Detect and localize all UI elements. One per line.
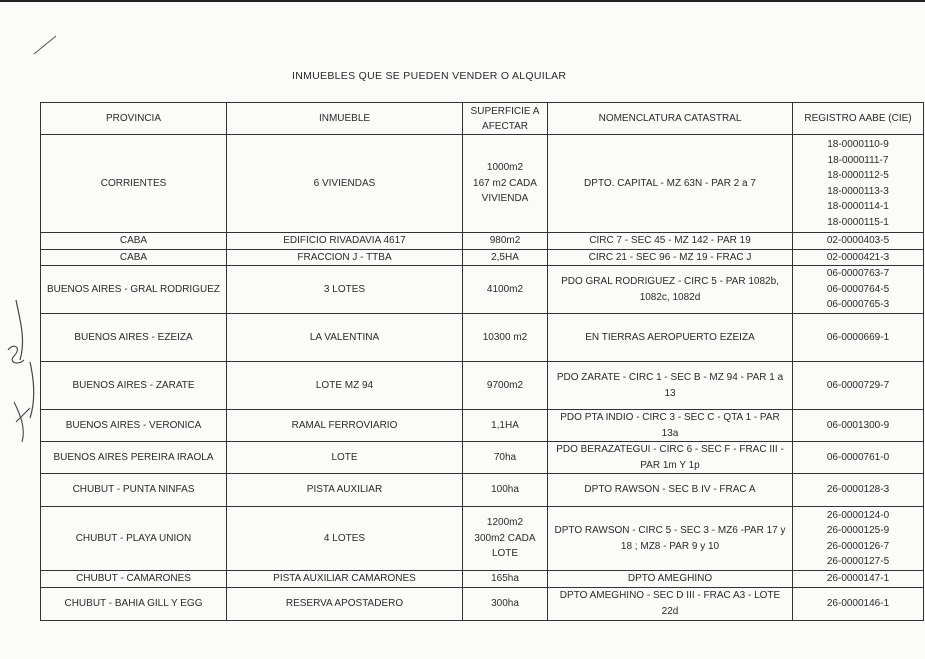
table-row bbox=[41, 249, 924, 266]
cell-provincia: CABA bbox=[41, 249, 227, 266]
cell-nomenclatura: PDO ZARATE - CIRC 1 - SEC B - MZ 94 - PAR 1 a 13 bbox=[548, 362, 793, 410]
cell-inmueble: EDIFICIO RIVADAVIA 4617 bbox=[227, 233, 463, 250]
cell-registro: 26-0000147-1 bbox=[793, 571, 924, 588]
cell-nomenclatura: DPTO RAWSON - CIRC 5 - SEC 3 - MZ6 -PAR 17 y 18 ; MZ8 - PAR 9 y 10 bbox=[548, 507, 793, 571]
cell-superficie: 9700m2 bbox=[463, 362, 548, 410]
properties-table bbox=[40, 102, 924, 621]
scan-top-edge bbox=[0, 0, 925, 2]
cell-inmueble: 4 LOTES bbox=[227, 507, 463, 571]
cell-inmueble: RESERVA APOSTADERO bbox=[227, 587, 463, 620]
cell-superficie: 4100m2 bbox=[463, 266, 548, 314]
cell-superficie: 2,5HA bbox=[463, 249, 548, 266]
handwritten-margin-mark bbox=[0, 290, 42, 460]
cell-registro: 06-0000761-0 bbox=[793, 442, 924, 474]
cell-nomenclatura: EN TIERRAS AEROPUERTO EZEIZA bbox=[548, 314, 793, 362]
table-row bbox=[41, 587, 924, 620]
document-title: INMUEBLES QUE SE PUEDEN VENDER O ALQUILAR bbox=[292, 70, 567, 82]
cell-nomenclatura: CIRC 21 - SEC 96 - MZ 19 - FRAC J bbox=[548, 249, 793, 266]
cell-superficie: 1200m2 300m2 CADA LOTE bbox=[463, 507, 548, 571]
header-registro: REGISTRO AABE (CIE) bbox=[793, 103, 924, 135]
cell-superficie: 70ha bbox=[463, 442, 548, 474]
cell-registro: 02-0000403-5 bbox=[793, 233, 924, 250]
table-header-row bbox=[41, 103, 924, 135]
cell-provincia: CABA bbox=[41, 233, 227, 250]
cell-inmueble: RAMAL FERROVIARIO bbox=[227, 410, 463, 442]
table-row bbox=[41, 571, 924, 588]
cell-registro: 06-0000763-7 06-0000764-5 06-0000765-3 bbox=[793, 266, 924, 314]
cell-nomenclatura: PDO BERAZATEGUI - CIRC 6 - SEC F - FRAC III - PAR 1m Y 1p bbox=[548, 442, 793, 474]
cell-nomenclatura: DPTO. CAPITAL - MZ 63N - PAR 2 a 7 bbox=[548, 135, 793, 233]
cell-nomenclatura: PDO PTA INDIO - CIRC 3 - SEC C - QTA 1 - PAR 13a bbox=[548, 410, 793, 442]
cell-registro: 02-0000421-3 bbox=[793, 249, 924, 266]
table-row bbox=[41, 410, 924, 442]
cell-registro: 06-0001300-9 bbox=[793, 410, 924, 442]
cell-inmueble: FRACCION J - TTBA bbox=[227, 249, 463, 266]
cell-superficie: 165ha bbox=[463, 571, 548, 588]
cell-provincia: BUENOS AIRES - ZARATE bbox=[41, 362, 227, 410]
cell-nomenclatura: DPTO AMEGHINO bbox=[548, 571, 793, 588]
cell-inmueble: LOTE bbox=[227, 442, 463, 474]
cell-superficie: 300ha bbox=[463, 587, 548, 620]
header-provincia: PROVINCIA bbox=[41, 103, 227, 135]
cell-superficie: 10300 m2 bbox=[463, 314, 548, 362]
cell-superficie: 100ha bbox=[463, 474, 548, 507]
pen-stroke-mark bbox=[30, 30, 60, 60]
cell-superficie: 1000m2 167 m2 CADA VIVIENDA bbox=[463, 135, 548, 233]
cell-provincia: BUENOS AIRES - GRAL RODRIGUEZ bbox=[41, 266, 227, 314]
cell-provincia: CHUBUT - CAMARONES bbox=[41, 571, 227, 588]
cell-inmueble: PISTA AUXILIAR CAMARONES bbox=[227, 571, 463, 588]
cell-provincia: CORRIENTES bbox=[41, 135, 227, 233]
cell-inmueble: PISTA AUXILIAR bbox=[227, 474, 463, 507]
cell-inmueble: 6 VIVIENDAS bbox=[227, 135, 463, 233]
table-row bbox=[41, 233, 924, 250]
cell-provincia: BUENOS AIRES - VERONICA bbox=[41, 410, 227, 442]
header-inmueble: INMUEBLE bbox=[227, 103, 463, 135]
cell-provincia: CHUBUT - PLAYA UNION bbox=[41, 507, 227, 571]
cell-nomenclatura: CIRC 7 - SEC 45 - MZ 142 - PAR 19 bbox=[548, 233, 793, 250]
cell-nomenclatura: DPTO RAWSON - SEC B IV - FRAC A bbox=[548, 474, 793, 507]
cell-inmueble: 3 LOTES bbox=[227, 266, 463, 314]
cell-superficie: 980m2 bbox=[463, 233, 548, 250]
table-row bbox=[41, 362, 924, 410]
table-row bbox=[41, 314, 924, 362]
cell-nomenclatura: PDO GRAL RODRIGUEZ - CIRC 5 - PAR 1082b, 1082c, 1082d bbox=[548, 266, 793, 314]
table-row bbox=[41, 474, 924, 507]
cell-inmueble: LOTE MZ 94 bbox=[227, 362, 463, 410]
cell-nomenclatura: DPTO AMEGHINO - SEC D III - FRAC A3 - LOTE 22d bbox=[548, 587, 793, 620]
table-row bbox=[41, 442, 924, 474]
cell-provincia: BUENOS AIRES - EZEIZA bbox=[41, 314, 227, 362]
cell-registro: 26-0000146-1 bbox=[793, 587, 924, 620]
header-superficie: SUPERFICIE A AFECTAR bbox=[463, 103, 548, 135]
cell-registro: 06-0000669-1 bbox=[793, 314, 924, 362]
cell-provincia: BUENOS AIRES PEREIRA IRAOLA bbox=[41, 442, 227, 474]
cell-registro: 18-0000110-9 18-0000111-7 18-0000112-5 18-0000113-3 18-0000114-1 18-0000115-1 bbox=[793, 135, 924, 233]
header-nomenclatura: NOMENCLATURA CATASTRAL bbox=[548, 103, 793, 135]
cell-registro: 26-0000128-3 bbox=[793, 474, 924, 507]
table-row bbox=[41, 507, 924, 571]
table-row bbox=[41, 135, 924, 233]
cell-registro: 06-0000729-7 bbox=[793, 362, 924, 410]
cell-registro: 26-0000124-0 26-0000125-9 26-0000126-7 26-0000127-5 bbox=[793, 507, 924, 571]
cell-provincia: CHUBUT - BAHIA GILL Y EGG bbox=[41, 587, 227, 620]
table-row bbox=[41, 266, 924, 314]
cell-superficie: 1,1HA bbox=[463, 410, 548, 442]
cell-inmueble: LA VALENTINA bbox=[227, 314, 463, 362]
cell-provincia: CHUBUT - PUNTA NINFAS bbox=[41, 474, 227, 507]
